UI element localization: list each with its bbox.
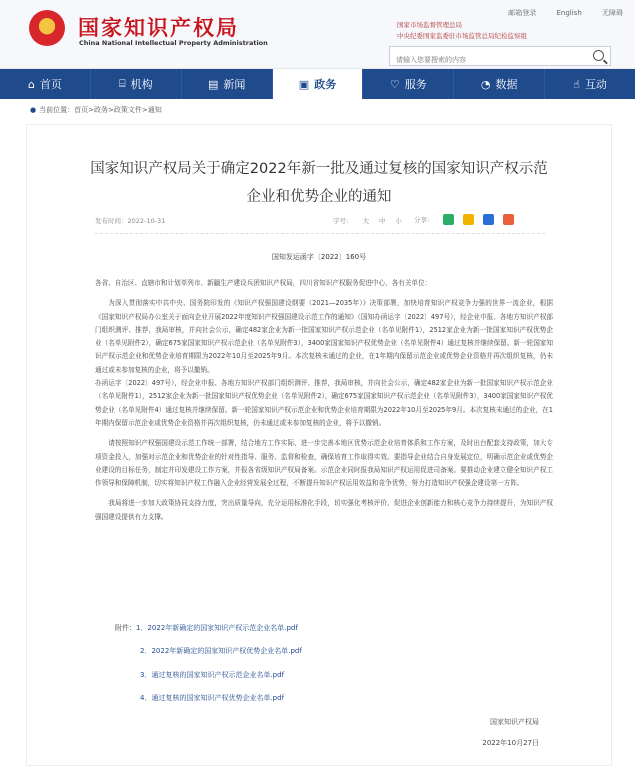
service-icon: ♡ [389,77,400,91]
publish-date: 发布时间：2022-10-31 [95,217,166,225]
news-icon: ▤ [207,77,219,91]
paragraph-4: 我局将进一步加大政策协同支持力度，突出质量导向，充分运用标准化手段，切实强化考核评价，促进企业创新能力和核心竞争力持续提升，为知识产权强国建设提供有力支撑。 [95,499,553,521]
nav-organization[interactable] [91,69,182,99]
attachment-1[interactable] [115,623,298,633]
nav-home[interactable] [0,69,91,99]
location-pin-icon: ● [30,106,37,114]
article-title-line2: 企业和优势企业的通知 [246,189,392,205]
nav-news[interactable] [182,69,273,99]
breadcrumb-policy[interactable]: 政策文件 [113,106,142,114]
nav-organization-label: 机构 [130,78,153,91]
signature-org: 国家知识产权局 [490,718,539,726]
nav-interaction-label: 互动 [584,78,607,91]
nav-services-label: 服务 [404,78,427,91]
share-more-icon[interactable] [503,214,514,225]
article-panel [26,124,612,766]
font-size-medium[interactable]: 中 [379,217,386,225]
paragraph-3: 请按照知识产权强国建设示范工作统一部署，结合地方工作实际，进一步完善本地区优势示范企业培育体系和工作方案，及时出台配套支持政策，加大专项资金投入，加强对示范企业和优势企业的针对性指导、服务、监督和检查，确保培育工作取得实效。要指导企业结合自身发展定位，明确示范企业或优势企业建设的目标任务，制定并印发建设工作方案，并报各省级知识产权局备案。示范企业同时报我局知识产权运用促进司备案。要推动企业建立健全知识产权工作领导和保障机制，切实将知识产权工作融入企业经营发展全过程，不断提升知识产权运用效益和竞争优势，努力打造知识产权强企建设第一方阵。 [95,439,553,488]
site-header [0,0,635,69]
nav-data-label: 数据 [495,78,518,91]
search-icon[interactable] [593,50,604,61]
breadcrumb-sep: > [88,106,94,114]
discipline-org-link[interactable]: 中央纪委国家监委驻市场监管总局纪检监察组 [397,32,527,40]
top-links [490,8,623,18]
nav-interaction[interactable] [545,69,635,99]
qzone-icon[interactable] [463,214,474,225]
share-label: 分享： [414,216,434,224]
search-box [389,46,611,66]
share-bar [414,214,514,225]
breadcrumb-sep: > [141,106,148,114]
breadcrumb-prefix: 当前位置： [39,106,75,114]
article-title [27,155,611,211]
nav-government-affairs-label: 政务 [314,78,337,91]
hand-icon: ☝ [573,77,580,91]
national-emblem-icon [29,10,65,46]
site-logo-title[interactable]: 国家知识产权局 [78,16,239,40]
wechat-icon[interactable] [443,214,454,225]
paragraph-2: 办函运字〔2022〕497号），经企业申报、各地方知识产权部门组织测评、推荐，我局审核，并向社会公示，确定482家企业为新一批国家知识产权示范企业（名单见附件1），2512家企业为新一批国家知识产权优势企业（名单见附件2），确定675家国家知识产权示范企业（名单见附件3），3400家国家知识产权优势企业（名单见附件4）通过复核并继续保留。新一轮国家知识产权示范企业和优势企业培育期限为2022年10月至2025年9月。本次复核未通过的企业，在1年期内保留示范企业或优势企业资格并再次组织复核，仍未通过或未参加复核的企业，将予以撤销。 [95,379,553,427]
breadcrumb-sep: > [107,106,114,114]
font-size-label: 字号： [333,217,353,225]
article-body [95,277,553,524]
breadcrumb [30,105,162,115]
english-link[interactable]: English [556,9,582,17]
chart-icon: ◔ [480,77,491,91]
attachment-label: 附件： [115,624,136,632]
font-size-large[interactable]: 大 [362,217,369,225]
article-title-line1: 国家知识产权局关于确定2022年新一批及通过复核的国家知识产权示范 [90,161,548,177]
nav-services[interactable] [363,69,454,99]
nav-news-label: 新闻 [223,78,246,91]
document-icon: ▣ [298,77,310,91]
divider [95,233,545,234]
search-input[interactable] [390,52,592,68]
building-icon: ⌸ [118,77,126,90]
breadcrumb-home[interactable]: 首页 [74,106,89,114]
sub-org-links [397,20,527,42]
attachment-3[interactable]: 3．通过复核的国家知识产权示范企业名单.pdf [140,671,285,679]
font-size-small[interactable]: 小 [395,217,402,225]
font-size-control [333,216,402,225]
paragraph-1: 为深入贯彻落实中共中央、国务院印发的《知识产权强国建设纲要（2021—2035年）》决策部署，加快培育知识产权竞争力强的世界一流企业，根据《国家知识产权局办公室关于面向企业开展2022年度知识产权强国建设示范工作的通知》（国知办函运字〔2022〕497号），经企业申报、各地方知识产权部门组织测评、推荐，我局审核，并向社会公示，确定482家企业为新一批国家知识产权示范企业（名单见附件1），2512家企业为新一批国家知识产权优势企业（名单见附件2），确定675家国家知识产权示范企业（名单见附件3），3400家国家知识产权优势企业（名单见附件4）通过复核并继续保留。新一轮国家知识产权示范企业和优势企业培育期限为2022年10月至2025年9月。本次复核未通过的企业，在1年期内保留示范企业或优势企业资格并再次组织复核，仍未通过或未参加复核的企业，将予以撤销。 [95,299,553,374]
samr-link[interactable]: 国家市场监督管理总局 [397,21,462,29]
main-nav [0,69,635,99]
mail-login-link[interactable]: 邮箱登录 [508,9,537,17]
breadcrumb-notice[interactable]: 通知 [147,106,162,114]
nav-home-label: 首页 [39,78,62,91]
breadcrumb-affairs[interactable]: 政务 [93,106,108,114]
salutation: 各省、自治区、直辖市和计划单列市、新疆生产建设兵团知识产权局，四川省知识产权服务促进中心，各有关单位： [95,279,432,287]
attachment-4[interactable]: 4．通过复核的国家知识产权优势企业名单.pdf [140,694,285,702]
signature-date: 2022年10月27日 [482,739,539,747]
weibo-icon[interactable] [483,214,494,225]
attachment-1-link[interactable]: 1．2022年新确定的国家知识产权示范企业名单.pdf [136,624,298,632]
accessibility-link[interactable]: 无障碍 [602,9,623,17]
nav-government-affairs[interactable] [273,69,364,99]
nav-data[interactable] [454,69,545,99]
site-logo-subtitle: China National Intellectual Property Administration [79,39,268,47]
document-number: 国知发运函字〔2022〕160号 [271,253,367,261]
attachment-2[interactable]: 2．2022年新确定的国家知识产权优势企业名单.pdf [140,647,302,655]
home-icon: ⌂ [27,77,35,91]
